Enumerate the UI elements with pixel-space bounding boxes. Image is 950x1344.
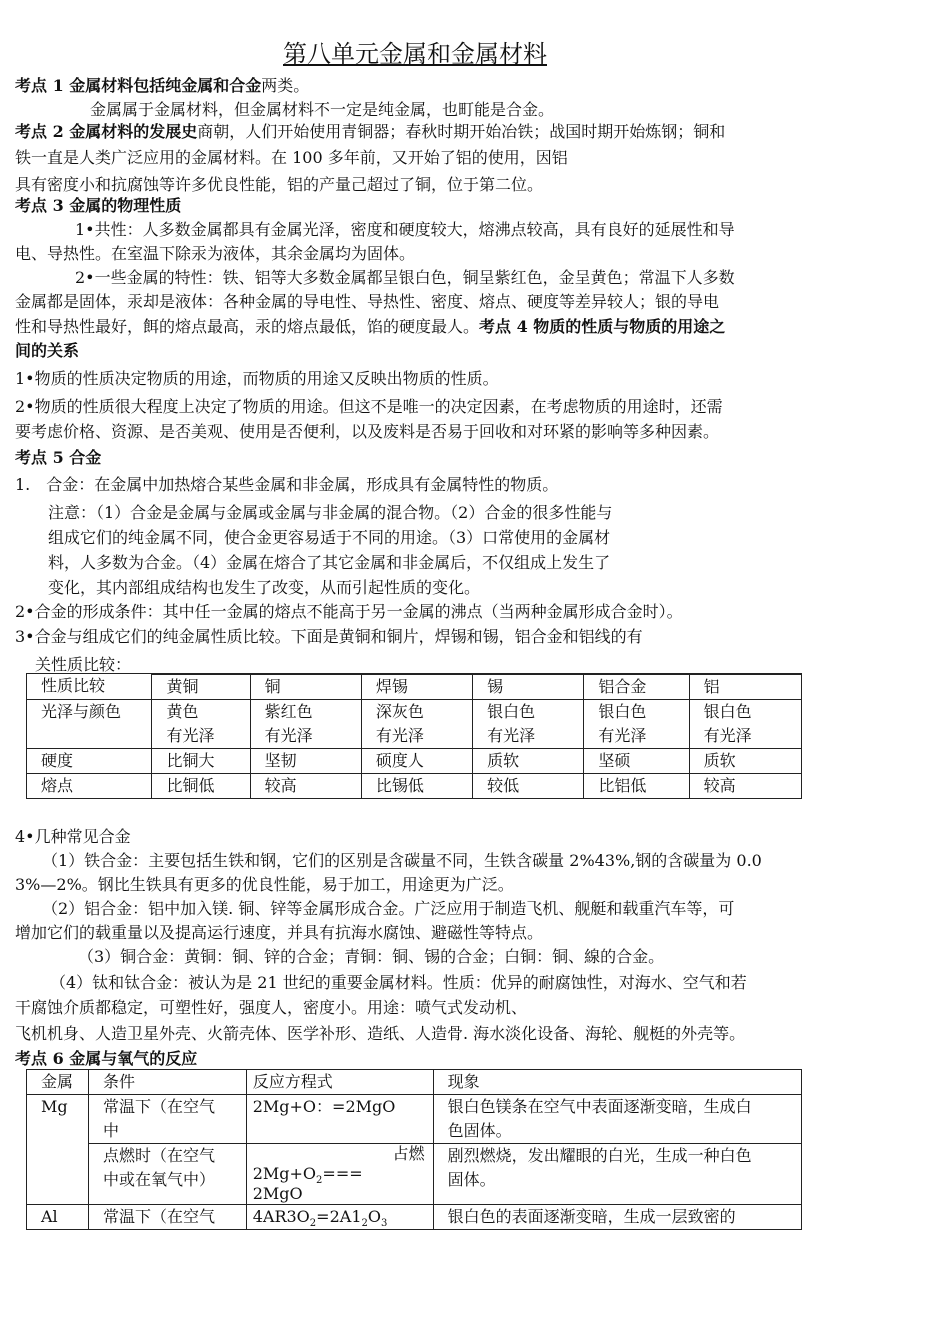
row-label: 熔点 <box>27 774 152 799</box>
col-header: 铝合金 <box>584 675 689 700</box>
table-row <box>27 1144 802 1205</box>
equation-part: 2Mg+O <box>252 1164 317 1183</box>
kp4-line2: 2•物质的性质很大程度上决定了物质的用途。但这不是唯一的决定因素，在考虑物质的用途时，还需 <box>15 397 723 416</box>
alloys-titanium-3: 飞机机身、人造卫星外壳、火箭壳体、医学补形、造纸、人造骨. 海水淡化设备、海轮、舰梃的外壳等。 <box>15 1024 746 1043</box>
equation-cell <box>246 1205 433 1230</box>
table-cell <box>689 700 801 749</box>
table-cell: 坚硕 <box>584 749 689 774</box>
subscript: 2 <box>309 1218 317 1230</box>
col-header: 金属 <box>27 1070 89 1095</box>
table-cell <box>250 700 361 749</box>
col-header: 焊锡 <box>361 675 472 700</box>
col-header: 铜 <box>250 675 361 700</box>
kp5-line3: 3•合金与组成它们的纯金属性质比较。下面是黄铜和铜片，焊锡和锡，铝合金和铝线的有 <box>15 627 643 646</box>
cell-line: 色固体。 <box>447 1121 512 1140</box>
alloy-compare-table <box>26 673 802 799</box>
page-title: 第八单元金属和金属材料 <box>283 40 547 68</box>
kp5-line4: 关性质比较： <box>35 655 132 674</box>
phenomenon-cell <box>433 1095 801 1144</box>
kp4-heading1: 考点 4 物质的性质与物质的用途之 <box>479 317 726 336</box>
kp2-heading: 考点 2 金属材料的发展史 <box>15 122 198 141</box>
kp1-line <box>15 76 309 96</box>
kp5-note3: 料，人多数为合金。（4）金属在熔合了其它金属和非金属后，不仅组成上发生了 <box>48 553 611 572</box>
table-cell: 比铜大 <box>152 749 250 774</box>
table-cell <box>152 700 250 749</box>
alloys-aluminum-2: 增加它们的载重量以及提高运行速度，并具有抗海水腐蚀、避磁性等特点。 <box>15 923 544 942</box>
cell-line: 有光泽 <box>598 726 647 745</box>
table-corner-cell: 性质比较 <box>27 674 152 700</box>
kp5-line1: 1. 合金：在金属中加热熔合某些金属和非金属，形成具有金属特性的物质。 <box>15 475 559 494</box>
kp5-note1: 注意：（1）合金是金属与金属或金属与非金属的混合物。（2）合金的很多性能与 <box>48 503 613 522</box>
cell-line: 黄色 <box>166 702 199 721</box>
table-cell: 坚韧 <box>250 749 361 774</box>
subscript: 2 <box>361 1218 368 1230</box>
equation-cell: 2Mg+O：=2MgO <box>246 1095 433 1144</box>
kp3-line3: 2•一些金属的特性：铁、铝等大多数金属都呈银白色，铜呈紫红色，金呈黄色；常温下人多数 <box>75 268 735 287</box>
col-header: 黄铜 <box>152 675 250 700</box>
kp4-line3: 要考虑价格、资源、是否美观、使用是否便利，以及废料是否易于回收和对环紧的影响等多种因素。 <box>15 422 720 441</box>
cell-line: 有光泽 <box>375 726 424 745</box>
kp3-line5 <box>15 317 725 337</box>
alloys-titanium-1: （4）钛和钛合金：被认为是 21 世纪的重要金属材料。性质：优异的耐腐蚀性，对海水、空气和若 <box>50 973 747 992</box>
phenomenon-cell: 银白色的表面逐渐变暗，生成一层致密的 <box>433 1205 801 1230</box>
col-header: 铝 <box>689 675 801 700</box>
cell-line: 有光泽 <box>264 726 313 745</box>
kp3-heading: 考点 3 金属的物理性质 <box>15 196 182 215</box>
col-header: 现象 <box>433 1070 801 1095</box>
equation-cell <box>246 1144 433 1205</box>
kp3-line4: 金属都是固体，汞却是液体：各种金属的导电性、导热性、密度、熔点、硬度等差异较人；银的导电 <box>15 292 720 311</box>
phenomenon-cell <box>433 1144 801 1205</box>
alloys-iron-2: 3%—2%。钢比生铁具有更多的优良性能，易于加工，用途更为广泛。 <box>15 875 514 894</box>
table-cell: 较低 <box>473 774 584 799</box>
table-cell <box>361 700 472 749</box>
cell-line: 银白色 <box>703 702 752 721</box>
equation-line <box>252 1164 433 1187</box>
kp1-heading: 考点 1 金属材料包括纯金属和合金 <box>15 76 262 95</box>
cell-line: 银白色 <box>487 702 536 721</box>
alloys-iron-1: （1）铁合金：主要包括生铁和钢，它们的区别是含碳量不同，生铁含碳量 2%43%,钢的含碳量为 0.0 <box>42 851 762 870</box>
col-header: 条件 <box>88 1070 246 1095</box>
reaction-condition: 占燃 <box>392 1144 425 1163</box>
condition-cell <box>88 1144 246 1205</box>
kp5-line2: 2•合金的形成条件：其中任一金属的熔点不能高于另一金属的沸点（当两种金属形成合金时）。 <box>15 602 683 621</box>
equation-part: === <box>322 1164 363 1183</box>
kp1-tail: 两类。 <box>261 76 310 95</box>
table-row <box>27 1205 802 1230</box>
table-row <box>27 700 802 749</box>
cell-line: 中 <box>102 1121 119 1140</box>
kp5-note4: 变化，其内部组成结构也发生了改变，从而引起性质的变化。 <box>48 578 481 597</box>
subscript: 3 <box>381 1218 388 1230</box>
oxygen-reaction-table <box>26 1069 802 1230</box>
table-cell <box>584 700 689 749</box>
kp5-note2: 组成它们的纯金属不同，使合金更容易适于不同的用途。（3）口常使用的金属材 <box>48 528 611 547</box>
kp3-line1: 1•共性：人多数金属都具有金属光泽，密度和硬度较大，熔沸点较高，具有良好的延展性和导 <box>75 220 735 239</box>
cell-line: 银白色镁条在空气中表面逐渐变暗，生成白 <box>447 1097 752 1116</box>
cell-line: 固体。 <box>447 1170 496 1189</box>
kp6-heading: 考点 6 金属与氧气的反应 <box>15 1049 198 1068</box>
kp2-line1 <box>15 122 725 142</box>
table-cell: 质软 <box>689 749 801 774</box>
condition-cell: 常温下（在空气 <box>88 1205 246 1230</box>
equation-part: =2A1 <box>316 1207 362 1226</box>
kp4-heading2: 间的关系 <box>15 341 80 360</box>
cell-line: 有光泽 <box>166 726 215 745</box>
table-row <box>27 749 802 774</box>
col-header: 锡 <box>473 675 584 700</box>
alloys-copper: （3）铜合金：黄铜：铜、锌的合金；青铜：铜、锡的合金；白铜：铜、線的合金。 <box>78 947 665 966</box>
metal-cell: Mg <box>27 1095 89 1205</box>
table-cell: 比铜低 <box>152 774 250 799</box>
kp2-line2: 铁一直是人类广泛应用的金属材料。在 100 多年前，又开始了铝的使用，因铝 <box>15 148 568 167</box>
kp4-line1: 1•物质的性质决定物质的用途，而物质的用途又反映出物质的性质。 <box>15 369 499 388</box>
table-cell: 质软 <box>473 749 584 774</box>
kp2-line3: 具有密度小和抗腐蚀等许多优良性能，铝的产量己超过了铜，位于第二位。 <box>15 175 544 194</box>
table-cell: 比铝低 <box>584 774 689 799</box>
table-row <box>27 774 802 799</box>
equation-part: 4AR3O <box>252 1207 310 1226</box>
metal-cell: Al <box>27 1205 89 1230</box>
kp3-text5: 性和导热性最好，餌的熔点最高，汞的熔点最低，馅的硬度最人。 <box>15 317 480 336</box>
alloys-heading: 4•几种常见合金 <box>15 827 131 846</box>
cell-line: 剧烈燃烧，发出耀眼的白光，生成一种白色 <box>447 1146 752 1165</box>
table-cell: 比锡低 <box>361 774 472 799</box>
kp2-text1: 商朝，人们开始使用青铜器；春秋时期开始冶铁；战国时期开始炼钢；铜和 <box>197 122 726 141</box>
cell-line: 点燃时（在空气 <box>102 1146 215 1165</box>
kp5-heading: 考点 5 合金 <box>15 448 102 467</box>
cell-line: 银白色 <box>598 702 647 721</box>
equation-part: O <box>367 1207 381 1226</box>
kp1-line2: 金属属于金属材料，但金属材料不一定是纯金属，也町能是合金。 <box>90 100 555 119</box>
cell-line: 有光泽 <box>487 726 536 745</box>
cell-line: 有光泽 <box>703 726 752 745</box>
table-cell: 较高 <box>689 774 801 799</box>
table-header-row <box>27 1070 802 1095</box>
table-row <box>27 1095 802 1144</box>
cell-line: 深灰色 <box>375 702 424 721</box>
table-cell <box>473 700 584 749</box>
cell-line: 紫红色 <box>264 702 313 721</box>
alloys-titanium-2: 干腐蚀介质都稳定，可塑性好，强度人，密度小。用途：喷气式发动机、 <box>15 998 528 1017</box>
col-header: 反应方程式 <box>246 1070 433 1095</box>
cell-line: 常温下（在空气 <box>102 1097 215 1116</box>
table-cell: 硕度人 <box>361 749 472 774</box>
cell-line: 中或在氧气中） <box>102 1170 215 1189</box>
row-label: 硬度 <box>27 749 152 774</box>
kp3-line2: 电、导热性。在室温下除汞为液体，其余金属均为固体。 <box>15 244 416 263</box>
alloys-aluminum-1: （2）铝合金：铝中加入镁. 铜、锌等金属形成合金。广泛应用于制造飞机、舰艇和载重汽车等，可 <box>42 899 735 918</box>
condition-cell <box>88 1095 246 1144</box>
equation-product: 2MgO <box>252 1184 303 1203</box>
table-cell: 较高 <box>250 774 361 799</box>
row-label: 光泽与颜色 <box>27 700 152 749</box>
subscript: 2 <box>316 1175 323 1187</box>
